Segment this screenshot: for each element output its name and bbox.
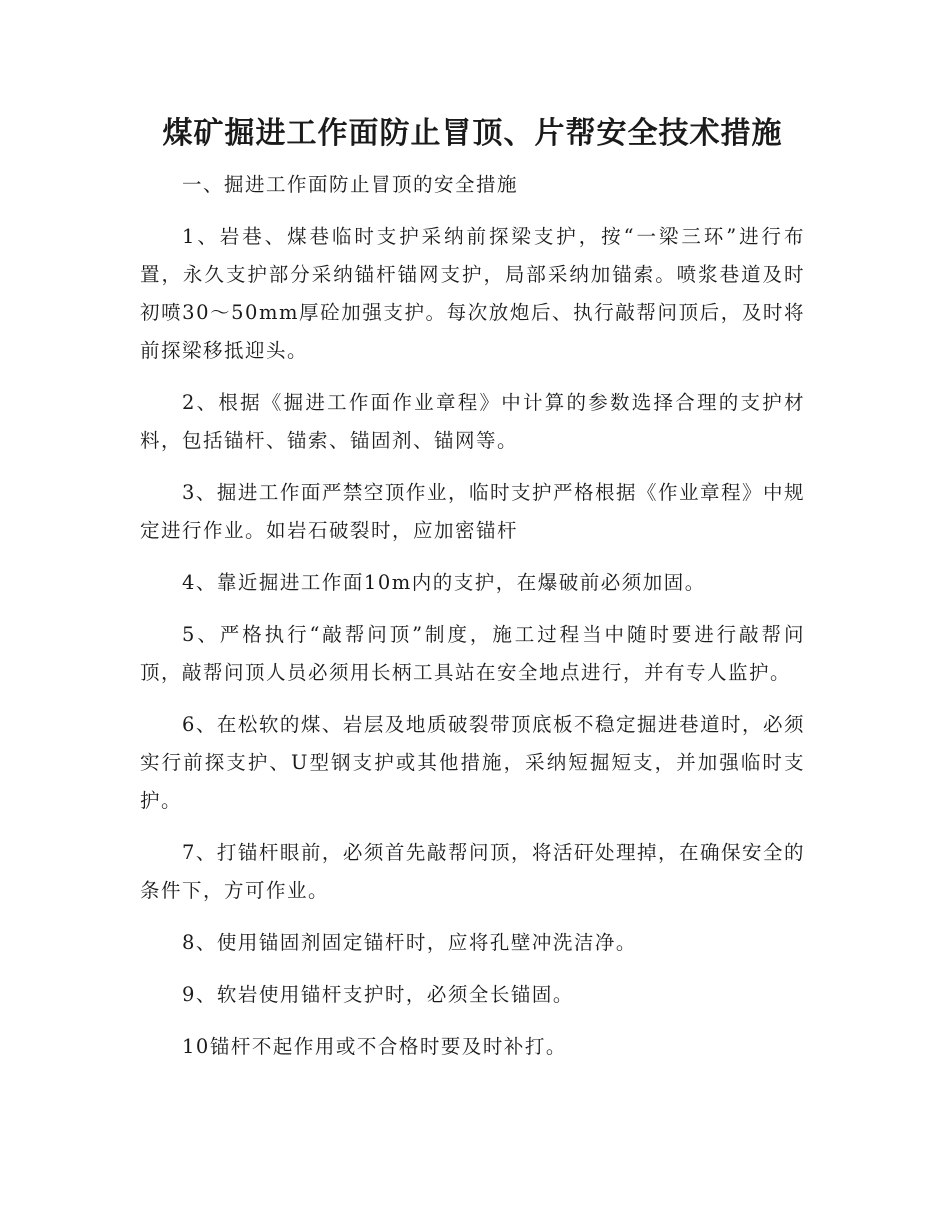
section-heading: 一、掘进工作面防止冒顶的安全措施 xyxy=(182,173,519,196)
document-body xyxy=(140,166,805,1080)
paragraph-5: 5、严格执行“敲帮问顶”制度，施工过程当中随时要进行敲帮问顶，敲帮问顶人员必须用长柄工具站在安全地点进行，并有专人监护。 xyxy=(140,623,805,684)
document-title: 煤矿掘进工作面防止冒顶、片帮安全技术措施 xyxy=(162,116,783,151)
paragraph-1: 1、岩巷、煤巷临时支护采纳前探梁支护，按“一梁三环”进行布置，永久支护部分采纳锚杆锚网支护，局部采纳加锚索。喷浆巷道及时初喷30～50mm厚砼加强支护。每次放炮后、执行敲帮问顶后，及时将前探梁移抵迎头。 xyxy=(140,225,805,362)
paragraph-6: 6、在松软的煤、岩层及地质破裂带顶底板不稳定掘进巷道时，必须实行前探支护、U型钢支护或其他措施，采纳短掘短支，并加强临时支护。 xyxy=(140,713,805,812)
paragraph-2: 2、根据《掘进工作面作业章程》中计算的参数选择合理的支护材料，包括锚杆、锚索、锚固剂、锚网等。 xyxy=(140,391,805,452)
paragraph-9: 9、软岩使用锚杆支护时，必须全长锚固。 xyxy=(182,983,574,1006)
paragraph-7: 7、打锚杆眼前，必须首先敲帮问顶，将活矸处理掉，在确保安全的条件下，方可作业。 xyxy=(140,841,805,902)
paragraph-8: 8、使用锚固剂固定锚杆时，应将孔壁冲洗洁净。 xyxy=(182,931,637,954)
paragraph-10: 10锚杆不起作用或不合格时要及时补打。 xyxy=(182,1035,567,1058)
paragraph-3: 3、掘进工作面严禁空顶作业，临时支护严格根据《作业章程》中规定进行作业。如岩石破裂时，应加密锚杆 xyxy=(140,481,805,542)
paragraph-4: 4、靠近掘进工作面10m内的支护，在爆破前必须加固。 xyxy=(182,571,706,594)
